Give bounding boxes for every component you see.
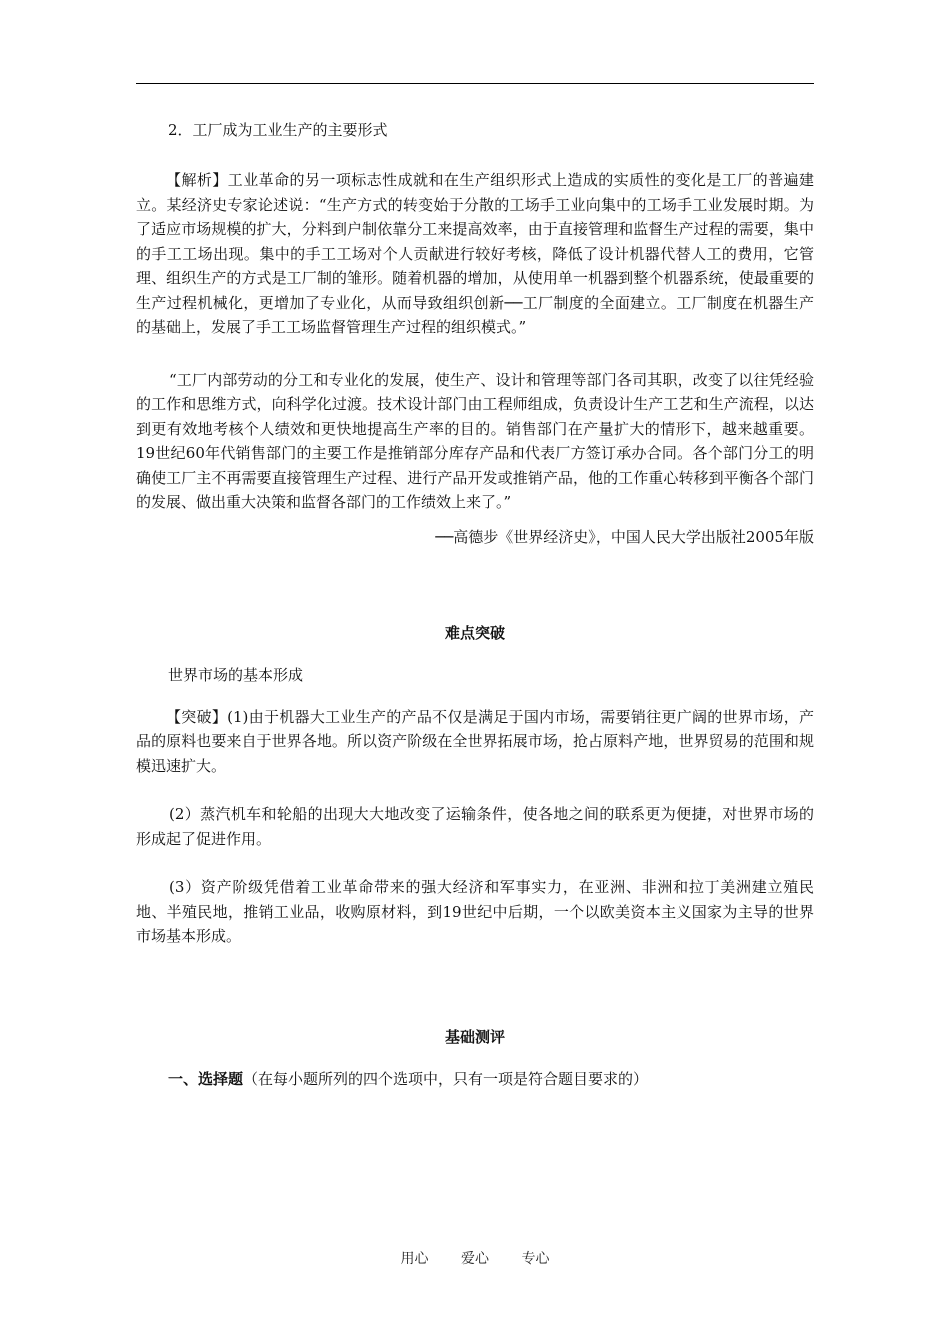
breakthrough-point-2: (2）蒸汽机车和轮船的出现大大地改变了运输条件，使各地之间的联系更为便捷，对世界市场的形成起了促进作用。 — [136, 805, 814, 848]
quote-paragraph: “工厂内部劳动的分工和专业化的发展，使生产、设计和管理等部门各司其职，改变了以往凭经验的工作和思维方式，向科学化过渡。技术设计部门由工程师组成，负责设计生产工艺和生产流程，以达到更有效地考核个人绩效和更快地提高生产率的目的。销售部门在产量扩大的情形下，越来越重要。19世纪60年代销售部门的主要工作是推销部分库存产品和代表厂方签订承办合同。各个部门分工的明确使工厂主不再需要直接管理生产过程、进行产品开发或推销产品，他的工作重心转移到平衡各个部门的发展、做出重大决策和监督各部门的工作绩效上来了。” — [136, 370, 814, 511]
mcq-label: 一、选择题 — [168, 1069, 244, 1088]
breakthrough-point-1 — [136, 705, 814, 779]
analysis-text: 工业革命的另一项标志性成就和在生产组织形式上造成的实质性的变化是工厂的普遍建立。某经济史专家论述说：“生产方式的转变始于分散的工场手工业向集中的工场手工业发展时期。为了适应市场规模的扩大，分料到户制依靠分工来提高效率，由于直接管理和监督生产过程的需要，集中的手工工场出现。集中的手工工场对个人贡献进行较好考核，降低了设计机器代替人工的费用，它管理、组织生产的方式是工厂制的雏形。随着机器的增加，从使用单一机器到整个机器系统，使最重要的生产过程机械化，更增加了专业化，从而导致组织创新──工厂制度的全面建立。工厂制度在机器生产的基础上，发展了手工工场监督管理生产过程的组织模式。” — [136, 171, 814, 336]
page-footer — [0, 1248, 950, 1268]
mcq-heading — [136, 1067, 814, 1091]
mcq-note: （在每小题所列的四个选项中，只有一项是符合题目要求的） — [243, 1069, 649, 1088]
section-title-difficulty: 难点突破 — [444, 623, 505, 642]
footer-item-2: 爱心 — [461, 1251, 489, 1267]
analysis-paragraph — [136, 168, 814, 340]
breakthrough-point-3: (3）资产阶级凭借着工业革命带来的强大经济和军事实力，在亚洲、非洲和拉丁美洲建立殖民地、半殖民地，推销工业品，收购原材料，到19世纪中后期，一个以欧美资本主义国家为主导的世界市场基本形成。 — [136, 878, 814, 945]
subtitle-world-market: 世界市场的基本形成 — [168, 665, 304, 684]
citation: ──高德步《世界经济史》，中国人民大学出版社2005年版 — [435, 527, 814, 546]
header-rule — [136, 83, 814, 84]
section-title-basic-test: 基础测评 — [444, 1027, 505, 1046]
section-heading: 2．工厂成为工业生产的主要形式 — [168, 121, 388, 139]
document-body — [136, 118, 814, 1091]
analysis-tag: 【解析】 — [166, 171, 228, 189]
footer-item-1: 用心 — [400, 1251, 429, 1267]
point-1-text: (1)由于机器大工业生产的产品不仅是满足于国内市场，需要销往更广阔的世界市场，产品的原料也要来自于世界各地。所以资产阶级在全世界拓展市场，抢占原料产地，世界贸易的范围和规模迅速扩大。 — [136, 707, 814, 775]
footer-item-3: 专心 — [521, 1251, 550, 1267]
breakthrough-tag: 【突破】 — [166, 707, 228, 726]
